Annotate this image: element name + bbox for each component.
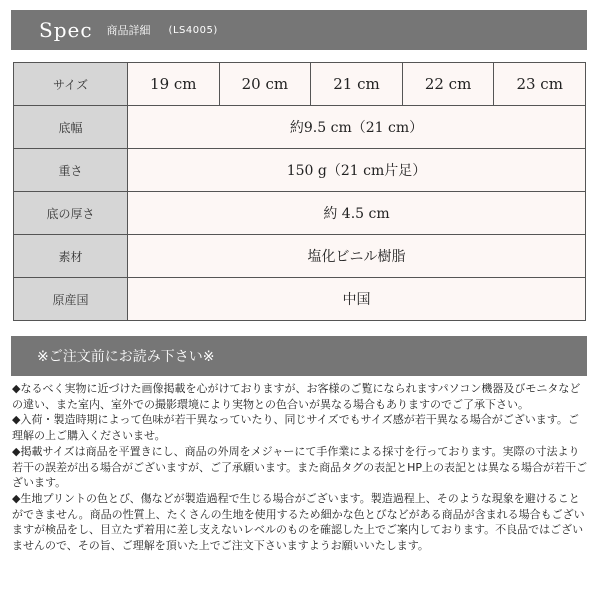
notice-notes <box>12 381 588 554</box>
size-label: サイズ <box>14 63 128 106</box>
origin-label: 原産国 <box>14 278 128 321</box>
spec-subtitle: 商品詳細 <box>106 24 151 37</box>
spec-title: Spec <box>39 18 93 42</box>
sole-width-row <box>14 106 586 149</box>
origin-row <box>14 278 586 321</box>
sole-width-label: 底幅 <box>14 106 128 149</box>
sole-thickness-label: 底の厚さ <box>14 192 128 235</box>
note-fabric-print: ◆生地プリントの色とび、傷などが製造過程で生じる場合がございます。製造過程上、そのような現象を避けることができません。商品の性質上、たくさんの生地を使用するため細かな色とびなどがある商品が含まれる場合もございますが検品をし、目立たず着用に差し支えないレベルのものを確認した上でご案内しております。不良品ではございませんので、その旨、ご理解を頂いた上でご注文下さいますようお願いいたします。 <box>12 491 585 553</box>
size-cell-19: 19 cm <box>128 63 220 106</box>
sole-width-value: 約9.5 cm（21 cm） <box>128 106 586 149</box>
size-cell-22: 22 cm <box>402 63 494 106</box>
material-value: 塩化ビニル樹脂 <box>128 235 586 278</box>
spec-header <box>11 10 587 50</box>
note-color-display: ◆なるべく実物に近づけた画像掲載を心がけておりますが、お客様のご覧になられますパソコン機器及びモニタなどの違い、また室内、室外での撮影環境により実物との色合いが異なる場合もありますのでご了承下さい。 <box>12 382 581 411</box>
note-production-variance: ◆入荷・製造時期によって色味が若干異なっていたり、同じサイズでもサイズ感が若干異なる場合がございます。ご理解の上ご購入くださいませ。 <box>12 413 579 443</box>
spec-table <box>13 62 586 321</box>
notice-header <box>11 336 587 376</box>
size-cell-21: 21 cm <box>311 63 403 106</box>
origin-value: 中国 <box>128 278 586 321</box>
size-cell-23: 23 cm <box>494 63 586 106</box>
sole-thickness-row <box>14 192 586 235</box>
product-code: (LS4005) <box>168 24 218 36</box>
material-label: 素材 <box>14 235 128 278</box>
weight-value: 150 g（21 cm片足） <box>128 149 586 192</box>
material-row <box>14 235 586 278</box>
weight-label: 重さ <box>14 149 128 192</box>
size-cell-20: 20 cm <box>219 63 311 106</box>
notice-title: ※ご注文前にお読み下さい※ <box>37 349 215 365</box>
note-measurement: ◆掲載サイズは商品を平置きにし、商品の外周をメジャーにて手作業による採寸を行っております。実際の寸法より若干の誤差が出る場合がございますが、ご了承願います。また商品タグの表記とHP上の表記とは異なる場合が若干ございます。 <box>12 444 588 490</box>
sole-thickness-value: 約 4.5 cm <box>128 192 586 235</box>
weight-row <box>14 149 586 192</box>
size-row <box>14 63 586 106</box>
